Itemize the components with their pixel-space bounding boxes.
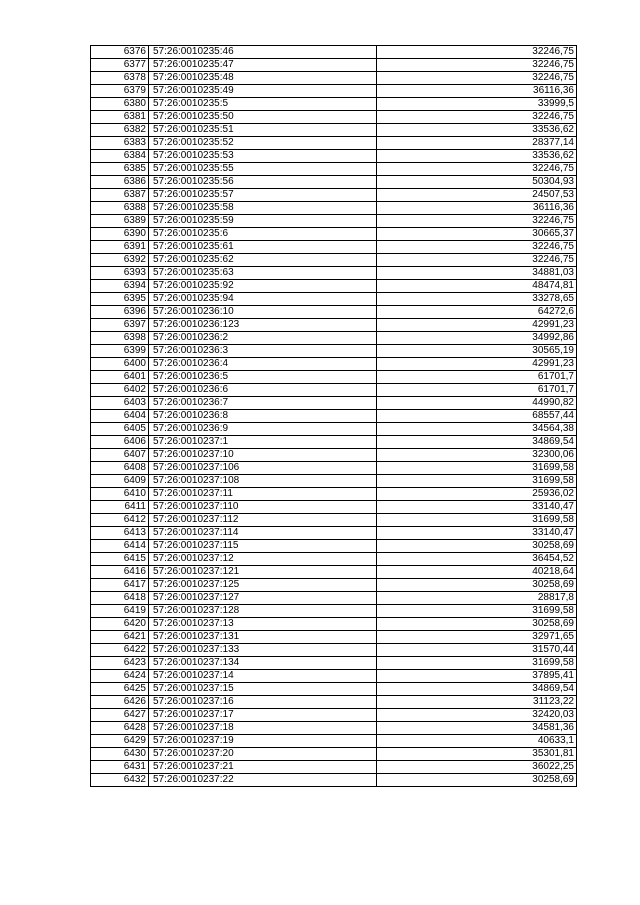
cadastral-number-cell: 57:26:0010237:11 [149,488,377,501]
row-number-cell: 6432 [91,774,149,787]
cadastral-number-cell: 57:26:0010236:7 [149,397,377,410]
cadastral-number-cell: 57:26:0010237:110 [149,501,377,514]
row-number-cell: 6419 [91,605,149,618]
table-row [91,85,577,98]
row-number-cell: 6418 [91,592,149,605]
cadastral-value-cell: 33278,65 [377,293,577,306]
cadastral-value-cell: 36116,36 [377,202,577,215]
cadastral-number-cell: 57:26:0010237:128 [149,605,377,618]
row-number-cell: 6426 [91,696,149,709]
row-number-cell: 6379 [91,85,149,98]
cadastral-value-cell: 31699,58 [377,514,577,527]
cadastral-value-cell: 34869,54 [377,436,577,449]
row-number-cell: 6417 [91,579,149,592]
row-number-cell: 6422 [91,644,149,657]
cadastral-value-cell: 32246,75 [377,241,577,254]
row-number-cell: 6388 [91,202,149,215]
cadastral-value-cell: 44990,82 [377,397,577,410]
table-row [91,657,577,670]
cadastral-number-cell: 57:26:0010237:127 [149,592,377,605]
cadastral-number-cell: 57:26:0010237:106 [149,462,377,475]
table-row [91,579,577,592]
cadastral-number-cell: 57:26:0010237:20 [149,748,377,761]
table-row [91,696,577,709]
cadastral-value-cell: 61701,7 [377,384,577,397]
table-row [91,423,577,436]
cadastral-value-cell: 34881,03 [377,267,577,280]
cadastral-number-cell: 57:26:0010237:10 [149,449,377,462]
cadastral-value-table [90,45,577,787]
cadastral-number-cell: 57:26:0010236:8 [149,410,377,423]
row-number-cell: 6392 [91,254,149,267]
table-row [91,72,577,85]
cadastral-value-cell: 32246,75 [377,215,577,228]
cadastral-number-cell: 57:26:0010236:6 [149,384,377,397]
table-row [91,514,577,527]
table-row [91,59,577,72]
table-row [91,306,577,319]
cadastral-number-cell: 57:26:0010236:10 [149,306,377,319]
table-row [91,410,577,423]
cadastral-value-cell: 28817,8 [377,592,577,605]
table-row [91,488,577,501]
row-number-cell: 6382 [91,124,149,137]
table-row [91,332,577,345]
row-number-cell: 6399 [91,345,149,358]
table-row [91,345,577,358]
row-number-cell: 6391 [91,241,149,254]
cadastral-value-cell: 31699,58 [377,657,577,670]
table-row [91,111,577,124]
table-row [91,267,577,280]
table-row [91,540,577,553]
cadastral-number-cell: 57:26:0010237:22 [149,774,377,787]
row-number-cell: 6421 [91,631,149,644]
table-row [91,475,577,488]
row-number-cell: 6397 [91,319,149,332]
table-row [91,241,577,254]
row-number-cell: 6396 [91,306,149,319]
cadastral-number-cell: 57:26:0010237:14 [149,670,377,683]
table-row [91,774,577,787]
table-row [91,358,577,371]
cadastral-number-cell: 57:26:0010237:1 [149,436,377,449]
cadastral-value-cell: 34581,36 [377,722,577,735]
cadastral-value-cell: 31699,58 [377,605,577,618]
cadastral-value-cell: 64272,6 [377,306,577,319]
cadastral-number-cell: 57:26:0010235:57 [149,189,377,202]
table-row [91,371,577,384]
table-row [91,761,577,774]
cadastral-number-cell: 57:26:0010235:46 [149,46,377,59]
row-number-cell: 6401 [91,371,149,384]
row-number-cell: 6427 [91,709,149,722]
row-number-cell: 6383 [91,137,149,150]
cadastral-value-cell: 31699,58 [377,462,577,475]
table-row [91,592,577,605]
row-number-cell: 6378 [91,72,149,85]
cadastral-number-cell: 57:26:0010235:56 [149,176,377,189]
cadastral-value-cell: 34869,54 [377,683,577,696]
cadastral-number-cell: 57:26:0010237:18 [149,722,377,735]
table-row [91,748,577,761]
table-row [91,228,577,241]
cadastral-value-cell: 37895,41 [377,670,577,683]
row-number-cell: 6414 [91,540,149,553]
table-row [91,150,577,163]
row-number-cell: 6400 [91,358,149,371]
table-row [91,709,577,722]
table-row [91,501,577,514]
cadastral-number-cell: 57:26:0010237:16 [149,696,377,709]
table-row [91,397,577,410]
row-number-cell: 6395 [91,293,149,306]
table-row [91,202,577,215]
row-number-cell: 6430 [91,748,149,761]
table-row [91,566,577,579]
table-row [91,137,577,150]
row-number-cell: 6377 [91,59,149,72]
cadastral-number-cell: 57:26:0010235:55 [149,163,377,176]
cadastral-value-cell: 30665,37 [377,228,577,241]
cadastral-number-cell: 57:26:0010235:53 [149,150,377,163]
cadastral-number-cell: 57:26:0010236:2 [149,332,377,345]
cadastral-number-cell: 57:26:0010237:13 [149,618,377,631]
cadastral-number-cell: 57:26:0010237:19 [149,735,377,748]
row-number-cell: 6409 [91,475,149,488]
cadastral-value-cell: 30258,69 [377,774,577,787]
cadastral-value-cell: 68557,44 [377,410,577,423]
table-row [91,631,577,644]
table-row [91,189,577,202]
cadastral-number-cell: 57:26:0010237:112 [149,514,377,527]
row-number-cell: 6416 [91,566,149,579]
table-row [91,462,577,475]
cadastral-value-cell: 32246,75 [377,163,577,176]
cadastral-number-cell: 57:26:0010237:108 [149,475,377,488]
cadastral-number-cell: 57:26:0010237:15 [149,683,377,696]
row-number-cell: 6404 [91,410,149,423]
table-row [91,280,577,293]
cadastral-number-cell: 57:26:0010236:9 [149,423,377,436]
cadastral-number-cell: 57:26:0010235:59 [149,215,377,228]
cadastral-number-cell: 57:26:0010237:12 [149,553,377,566]
table-row [91,605,577,618]
row-number-cell: 6425 [91,683,149,696]
row-number-cell: 6386 [91,176,149,189]
table-row [91,254,577,267]
cadastral-value-cell: 36022,25 [377,761,577,774]
cadastral-value-cell: 33999,5 [377,98,577,111]
row-number-cell: 6413 [91,527,149,540]
table-row [91,553,577,566]
row-number-cell: 6423 [91,657,149,670]
cadastral-value-cell: 30258,69 [377,579,577,592]
row-number-cell: 6385 [91,163,149,176]
table-row [91,683,577,696]
cadastral-value-cell: 33536,62 [377,150,577,163]
table-body [91,46,577,787]
row-number-cell: 6394 [91,280,149,293]
cadastral-number-cell: 57:26:0010237:115 [149,540,377,553]
table-row [91,163,577,176]
row-number-cell: 6428 [91,722,149,735]
row-number-cell: 6420 [91,618,149,631]
row-number-cell: 6410 [91,488,149,501]
cadastral-number-cell: 57:26:0010235:61 [149,241,377,254]
cadastral-value-cell: 32246,75 [377,46,577,59]
cadastral-value-cell: 42991,23 [377,319,577,332]
row-number-cell: 6390 [91,228,149,241]
cadastral-value-cell: 31123,22 [377,696,577,709]
table-row [91,215,577,228]
cadastral-value-cell: 34564,38 [377,423,577,436]
cadastral-value-cell: 35301,81 [377,748,577,761]
table-row [91,176,577,189]
cadastral-value-cell: 28377,14 [377,137,577,150]
table-row [91,644,577,657]
table-row [91,384,577,397]
row-number-cell: 6403 [91,397,149,410]
cadastral-value-cell: 30258,69 [377,618,577,631]
cadastral-number-cell: 57:26:0010235:63 [149,267,377,280]
cadastral-value-cell: 32246,75 [377,72,577,85]
cadastral-number-cell: 57:26:0010235:92 [149,280,377,293]
cadastral-number-cell: 57:26:0010237:131 [149,631,377,644]
cadastral-number-cell: 57:26:0010237:17 [149,709,377,722]
cadastral-value-cell: 32246,75 [377,59,577,72]
cadastral-number-cell: 57:26:0010237:133 [149,644,377,657]
cadastral-value-cell: 33140,47 [377,501,577,514]
cadastral-value-cell: 36454,52 [377,553,577,566]
table-row [91,293,577,306]
table-row [91,449,577,462]
row-number-cell: 6424 [91,670,149,683]
cadastral-value-cell: 34992,86 [377,332,577,345]
row-number-cell: 6405 [91,423,149,436]
table-row [91,46,577,59]
cadastral-number-cell: 57:26:0010235:5 [149,98,377,111]
row-number-cell: 6431 [91,761,149,774]
cadastral-number-cell: 57:26:0010235:50 [149,111,377,124]
row-number-cell: 6406 [91,436,149,449]
row-number-cell: 6389 [91,215,149,228]
cadastral-value-cell: 48474,81 [377,280,577,293]
row-number-cell: 6380 [91,98,149,111]
row-number-cell: 6429 [91,735,149,748]
cadastral-number-cell: 57:26:0010235:52 [149,137,377,150]
row-number-cell: 6387 [91,189,149,202]
cadastral-value-cell: 31570,44 [377,644,577,657]
table-row [91,735,577,748]
table-row [91,527,577,540]
cadastral-value-cell: 30565,19 [377,345,577,358]
cadastral-number-cell: 57:26:0010236:5 [149,371,377,384]
table-row [91,670,577,683]
cadastral-number-cell: 57:26:0010236:4 [149,358,377,371]
row-number-cell: 6412 [91,514,149,527]
row-number-cell: 6384 [91,150,149,163]
cadastral-number-cell: 57:26:0010237:121 [149,566,377,579]
cadastral-value-cell: 42991,23 [377,358,577,371]
cadastral-number-cell: 57:26:0010237:21 [149,761,377,774]
cadastral-number-cell: 57:26:0010235:94 [149,293,377,306]
cadastral-value-cell: 33140,47 [377,527,577,540]
cadastral-number-cell: 57:26:0010235:48 [149,72,377,85]
cadastral-number-cell: 57:26:0010236:123 [149,319,377,332]
cadastral-value-cell: 32246,75 [377,111,577,124]
cadastral-number-cell: 57:26:0010237:134 [149,657,377,670]
cadastral-value-cell: 32971,65 [377,631,577,644]
cadastral-number-cell: 57:26:0010235:62 [149,254,377,267]
row-number-cell: 6376 [91,46,149,59]
row-number-cell: 6393 [91,267,149,280]
cadastral-value-cell: 33536,62 [377,124,577,137]
cadastral-value-cell: 32246,75 [377,254,577,267]
cadastral-number-cell: 57:26:0010236:3 [149,345,377,358]
cadastral-value-cell: 61701,7 [377,371,577,384]
cadastral-number-cell: 57:26:0010235:47 [149,59,377,72]
row-number-cell: 6407 [91,449,149,462]
row-number-cell: 6408 [91,462,149,475]
row-number-cell: 6398 [91,332,149,345]
cadastral-value-cell: 50304,93 [377,176,577,189]
table-row [91,722,577,735]
cadastral-number-cell: 57:26:0010235:58 [149,202,377,215]
cadastral-value-cell: 36116,36 [377,85,577,98]
table-row [91,436,577,449]
cadastral-number-cell: 57:26:0010235:51 [149,124,377,137]
cadastral-value-cell: 40633,1 [377,735,577,748]
cadastral-number-cell: 57:26:0010235:6 [149,228,377,241]
row-number-cell: 6415 [91,553,149,566]
table-row [91,319,577,332]
row-number-cell: 6402 [91,384,149,397]
cadastral-value-cell: 32420,03 [377,709,577,722]
table-row [91,98,577,111]
cadastral-value-cell: 30258,69 [377,540,577,553]
table-row [91,124,577,137]
table-row [91,618,577,631]
cadastral-value-cell: 40218,64 [377,566,577,579]
cadastral-value-cell: 24507,53 [377,189,577,202]
cadastral-value-cell: 32300,06 [377,449,577,462]
cadastral-number-cell: 57:26:0010235:49 [149,85,377,98]
row-number-cell: 6381 [91,111,149,124]
cadastral-number-cell: 57:26:0010237:125 [149,579,377,592]
cadastral-value-cell: 31699,58 [377,475,577,488]
cadastral-value-cell: 25936,02 [377,488,577,501]
row-number-cell: 6411 [91,501,149,514]
cadastral-number-cell: 57:26:0010237:114 [149,527,377,540]
